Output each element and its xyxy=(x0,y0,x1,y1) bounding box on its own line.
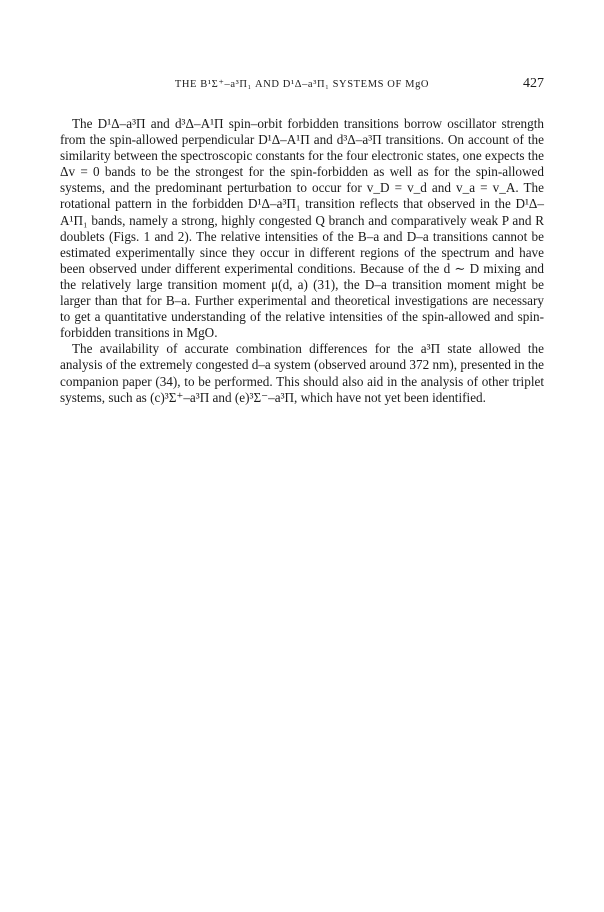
paragraph-2: The availability of accurate combination differences for the a³Π state allowed the analysis of the extremely congested d–a system (observed around 372 nm), presented in the companion paper (34), to be performed. This should also aid in the analysis of other triplet systems, such as (c)³Σ⁺–a³Π and (e)³Σ⁻–a³Π, which have not yet been identified. xyxy=(60,341,544,405)
running-title: THE B¹Σ⁺–a³Π₁ AND D¹Δ–a³Π₁ SYSTEMS OF MgO xyxy=(174,79,430,90)
paragraph-1: The D¹Δ–a³Π and d³Δ–A¹Π spin–orbit forbidden transitions borrow oscillator strength from the spin-allowed perpendicular D¹Δ–A¹Π and d³Δ–a³Π transitions. On account of the similarity between the spectroscopic constants for the four electronic states, one expects the Δv = 0 bands to be the strongest for the spin-forbidden as well as for the spin-allowed systems, and the predominant perturbation to occur for v_D = v_d and v_a = v_A. The rotational pattern in the forbidden D¹Δ–a³Π₁ transition reflects that observed in the D¹Δ–A¹Π₁ bands, namely a strong, highly congested Q branch and comparatively weak P and R doublets (Figs. 1 and 2). The relative intensities of the B–a and D–a transitions cannot be estimated experimentally since they occur in different regions of the spectrum and have been observed under different experimental conditions. Because of the d ∼ D mixing and the relatively large transition moment μ(d, a) (31), the D–a transition moment might be larger than that for B–a. Further experimental and theoretical investigations are necessary to get a quantitative understanding of the relative intensities of the spin-allowed and spin-forbidden transitions in MgO. xyxy=(60,116,544,341)
body-text xyxy=(60,116,544,406)
page-number: 427 xyxy=(523,76,544,91)
page-header xyxy=(60,78,544,96)
